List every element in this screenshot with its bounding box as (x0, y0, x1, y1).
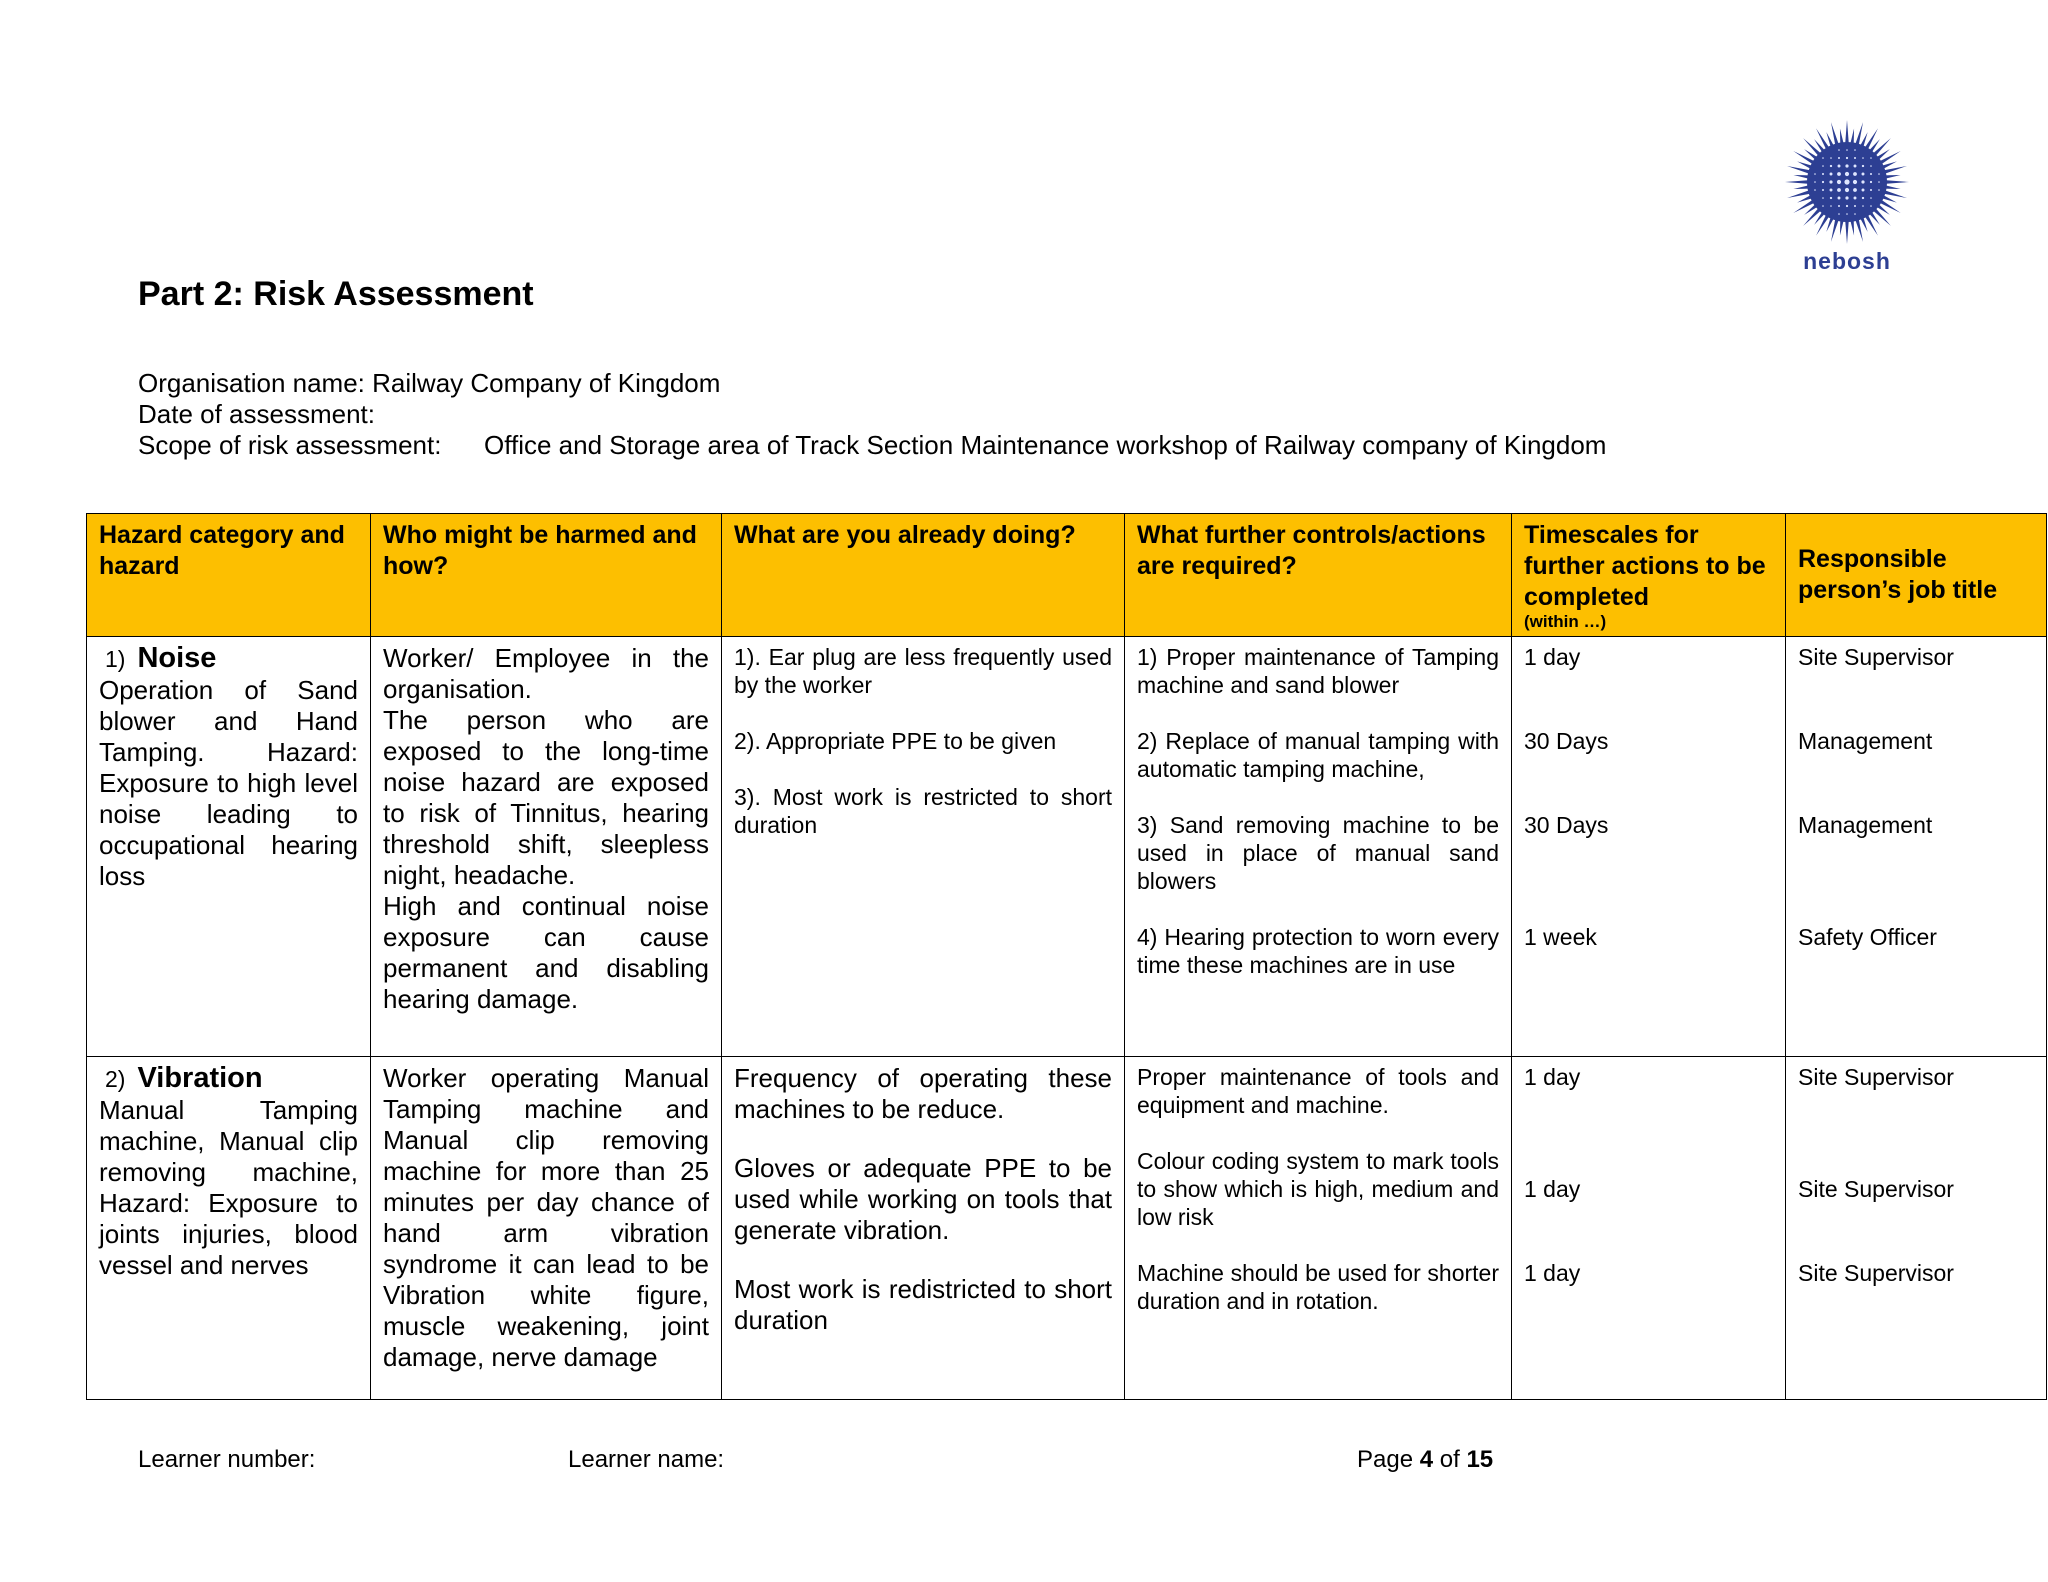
header-doing: What are you already doing? (722, 514, 1125, 637)
timescale-item: 1 day (1524, 1064, 1581, 1090)
scope-value: Office and Storage area of Track Section Maintenance workshop of Railway company of Kingdom (484, 430, 1607, 460)
doing-item: Gloves or adequate PPE to be used while working on tools that generate vibration. (734, 1153, 1112, 1245)
page-title: Part 2: Risk Assessment (138, 275, 534, 313)
further-item: Proper maintenance of tools and equipment and machine. (1137, 1064, 1499, 1118)
hazard-number: 2) (105, 1066, 126, 1092)
timescale-cell (1512, 637, 1786, 1057)
date-line (138, 399, 375, 430)
timescale-item: 1 week (1524, 924, 1597, 950)
header-timescales-note: (within …) (1524, 612, 1607, 631)
scope-line (138, 430, 1838, 461)
hazard-name: Noise (137, 642, 217, 674)
further-item: 4) Hearing protection to worn every time these machines are in use (1137, 924, 1499, 978)
responsible-item: Site Supervisor (1798, 1260, 1954, 1286)
doing-cell (722, 1057, 1125, 1400)
who-text: The person who are exposed to the long-time noise hazard are exposed to risk of Tinnitus, hearing threshold shift, sleepless night, headache. (383, 705, 709, 890)
who-cell (371, 637, 722, 1057)
org-value: Railway Company of Kingdom (372, 368, 721, 398)
header-further: What further controls/actions are required? (1125, 514, 1512, 637)
doing-cell (722, 637, 1125, 1057)
further-cell (1125, 1057, 1512, 1400)
responsible-item: Safety Officer (1798, 924, 1937, 950)
timescale-item: 30 Days (1524, 812, 1609, 838)
organisation-line (138, 368, 720, 399)
table-row (87, 637, 2047, 1057)
table-row (87, 1057, 2047, 1400)
header-hazard: Hazard category and hazard (87, 514, 371, 637)
header-who: Who might be harmed and how? (371, 514, 722, 637)
timescale-item: 1 day (1524, 644, 1581, 670)
hazard-cell (87, 637, 371, 1057)
responsible-item: Site Supervisor (1798, 1064, 1954, 1090)
further-item: 1) Proper maintenance of Tamping machine and sand blower (1137, 644, 1499, 698)
responsible-cell (1786, 1057, 2047, 1400)
page-total: 15 (1466, 1446, 1494, 1473)
timescale-item: 1 day (1524, 1260, 1581, 1286)
responsible-item: Management (1798, 812, 1933, 838)
page-number (1357, 1446, 1493, 1474)
responsible-item: Management (1798, 728, 1933, 754)
hazard-number: 1) (105, 646, 126, 672)
responsible-item: Site Supervisor (1798, 644, 1954, 670)
who-text: Worker/ Employee in the organisation. (383, 643, 709, 704)
who-text: High and continual noise exposure can cause permanent and disabling hearing damage. (383, 891, 709, 1014)
responsible-cell (1786, 637, 2047, 1057)
doing-item: Frequency of operating these machines to be reduce. (734, 1063, 1112, 1124)
header-timescales (1512, 514, 1786, 637)
further-item: 3) Sand removing machine to be used in place of manual sand blowers (1137, 812, 1499, 894)
scope-label: Scope of risk assessment: (138, 430, 442, 460)
hazard-name: Vibration (137, 1062, 263, 1094)
risk-assessment-table (86, 513, 2047, 1400)
hazard-cell (87, 1057, 371, 1400)
table-header-row (87, 514, 2047, 637)
nebosh-logo (1780, 118, 1914, 275)
header-timescales-text: Timescales for further actions to be completed (1524, 521, 1766, 611)
page-current: 4 (1419, 1446, 1434, 1473)
hazard-description: Manual Tamping machine, Manual clip removing machine, Hazard: Exposure to joints injuries, blood vessel and nerves (99, 1095, 358, 1280)
doing-item: Most work is redistricted to short duration (734, 1274, 1112, 1335)
learner-number-label: Learner number: (138, 1446, 316, 1473)
further-item: 2) Replace of manual tamping with automatic tamping machine, (1137, 728, 1499, 782)
timescale-item: 30 Days (1524, 728, 1609, 754)
page-of: of (1439, 1446, 1460, 1473)
doing-item: 3). Most work is restricted to short duration (734, 784, 1112, 838)
header-responsible: Responsible person’s job title (1786, 514, 2047, 637)
further-item: Machine should be used for shorter duration and in rotation. (1137, 1260, 1499, 1314)
doing-item: 1). Ear plug are less frequently used by the worker (734, 644, 1112, 698)
page-prefix: Page (1357, 1446, 1414, 1473)
hazard-description: Operation of Sand blower and Hand Tamping. Hazard: Exposure to high level noise leading to occupational hearing loss (99, 675, 358, 891)
further-cell (1125, 637, 1512, 1057)
doing-item: 2). Appropriate PPE to be given (734, 728, 1057, 754)
org-label: Organisation name: (138, 368, 365, 398)
further-item: Colour coding system to mark tools to show which is high, medium and low risk (1137, 1148, 1499, 1230)
date-label: Date of assessment: (138, 399, 375, 429)
learner-name-label: Learner name: (568, 1446, 725, 1473)
who-text: Worker operating Manual Tamping machine and Manual clip removing machine for more than 25 minutes per day chance of hand arm vibration syndrome it can lead to be Vibration white figure, muscle weakening, joint damage, nerve damage (383, 1063, 709, 1372)
timescale-item: 1 day (1524, 1176, 1581, 1202)
responsible-item: Site Supervisor (1798, 1176, 1954, 1202)
who-cell (371, 1057, 722, 1400)
nebosh-globe-icon (1783, 118, 1911, 246)
timescale-cell (1512, 1057, 1786, 1400)
logo-text: nebosh (1803, 248, 1891, 274)
